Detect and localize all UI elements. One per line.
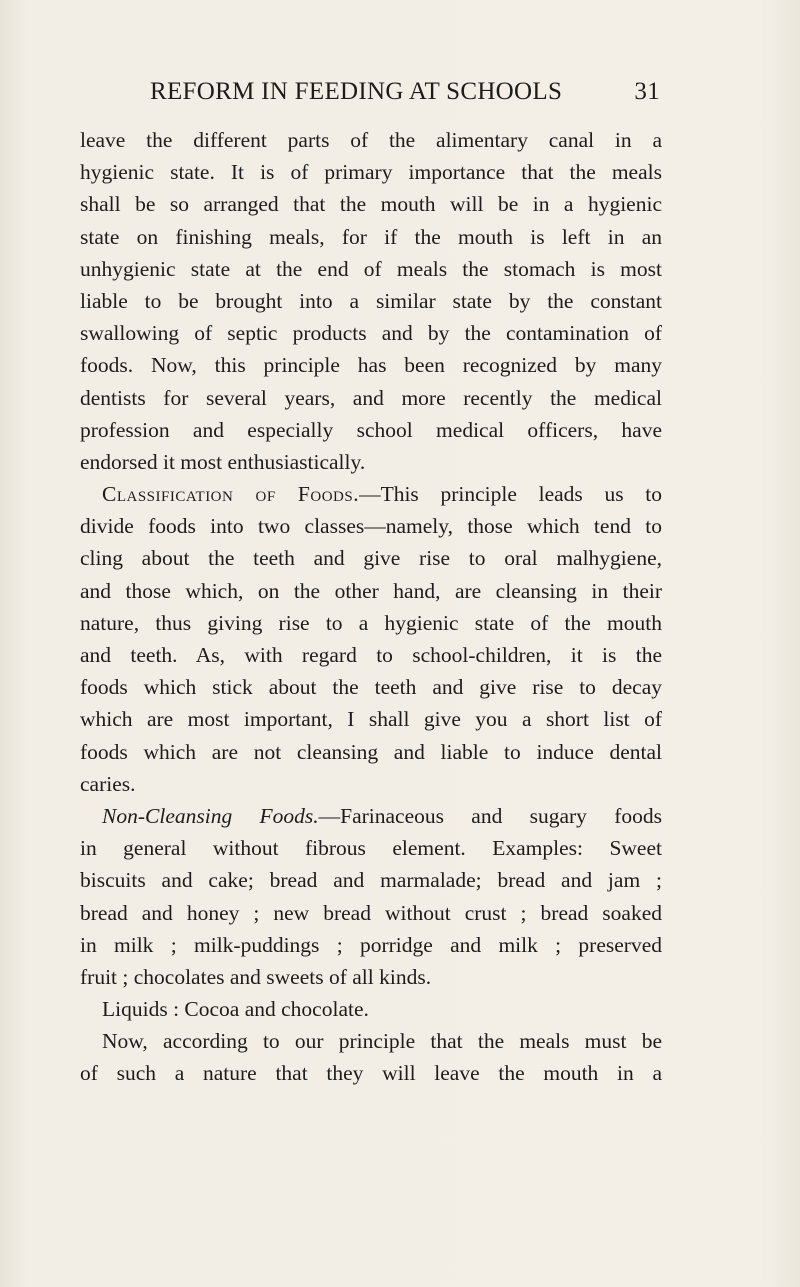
text-line: and teeth. As, with regard to school-children, it is the — [80, 643, 662, 667]
text-line: which are most important, I shall give you a short list of — [80, 707, 662, 732]
text-line: in general without fibrous element. Examples: Sweet — [80, 836, 662, 861]
text-line: nature, thus giving rise to a hygienic state of the mouth — [80, 610, 662, 635]
running-title: REFORM IN FEEDING AT SCHOOLS — [150, 78, 563, 105]
text-line: in milk ; milk-puddings ; porridge and milk ; preserved — [80, 932, 662, 957]
page-number: 31 — [634, 78, 660, 105]
text-line: foods which are not cleansing and liable to induce dental — [80, 739, 662, 764]
text-line: endorsed it most enthusiastically. — [80, 449, 366, 474]
non-cleansing-paragraph-start — [80, 800, 662, 832]
text-line: shall be so arranged that the mouth will be in a hygienic — [80, 192, 662, 217]
text-line: of such a nature that they will leave the mouth in a — [80, 1061, 662, 1086]
text-line: bread and honey ; new bread without crust ; bread soaked — [80, 900, 662, 925]
text-line: caries. — [80, 771, 136, 796]
text-line: swallowing of septic products and by the contamination of — [80, 321, 662, 346]
text-line: divide foods into two classes—namely, those which tend to — [80, 514, 662, 539]
text-line: foods. Now, this principle has been recognized by many — [80, 353, 662, 378]
text-line: unhygienic state at the end of meals the stomach is most — [80, 256, 662, 281]
body-text — [80, 124, 662, 1090]
text-line: dentists for several years, and more recently the medical — [80, 385, 662, 410]
text-line: foods which stick about the teeth and give rise to decay — [80, 675, 662, 700]
text-line: hygienic state. It is of primary importance that the meals — [80, 160, 662, 185]
text-line: leave the different parts of the alimentary canal in a — [80, 128, 662, 152]
liquids-line: Liquids : Cocoa and chocolate. — [102, 997, 369, 1022]
classification-paragraph-start — [80, 478, 662, 510]
text-line: and those which, on the other hand, are cleansing in their — [80, 578, 662, 603]
classification-heading: Classification of Foods. — [102, 482, 360, 507]
text-line: cling about the teeth and give rise to oral malhygiene, — [80, 546, 662, 571]
text-line: profession and especially school medical officers, have — [80, 417, 662, 442]
text-line: liable to be brought into a similar state by the constant — [80, 288, 662, 313]
page-header — [150, 78, 660, 112]
text-line: state on finishing meals, for if the mouth is left in an — [80, 224, 662, 249]
text-line: Now, according to our principle that the meals must be — [102, 1029, 662, 1054]
text-line: fruit ; chocolates and sweets of all kinds. — [80, 964, 432, 989]
text-line: biscuits and cake; bread and marmalade; bread and jam ; — [80, 868, 662, 893]
non-cleansing-heading: Non-Cleansing Foods. — [102, 803, 319, 828]
text-line: —This principle leads us to — [359, 482, 662, 507]
text-line: —Farinaceous and sugary foods — [318, 803, 662, 828]
